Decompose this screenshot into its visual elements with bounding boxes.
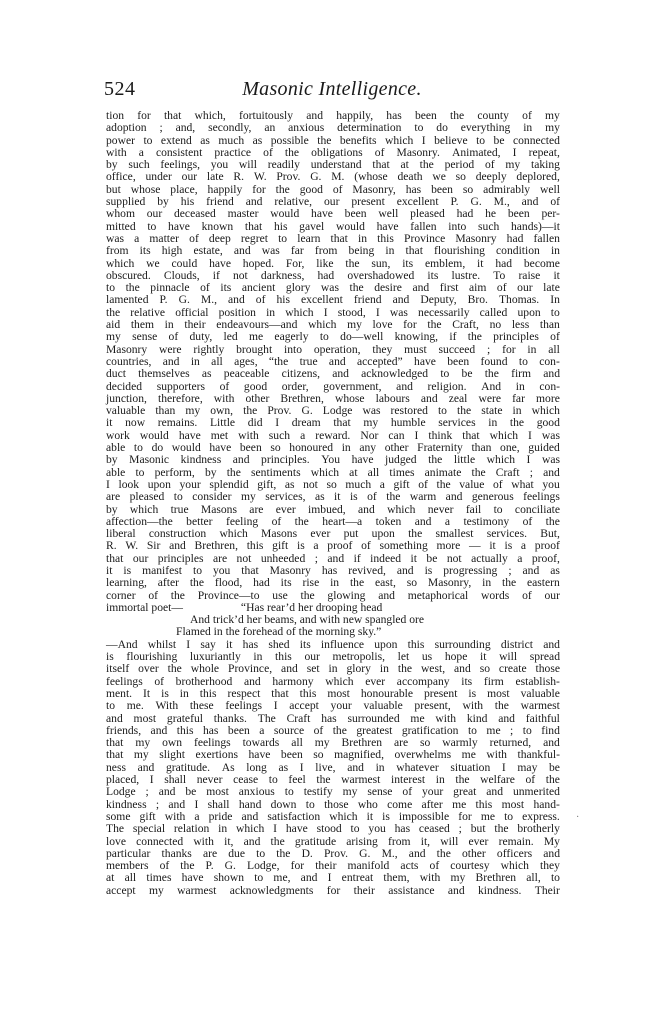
text-line: which we could have hoped. For, like the sun, its emblem, it had become [106, 256, 560, 270]
text-line: tion for that which, fortuitously and happily, has been the county of my [106, 109, 560, 122]
text-line: some gift with a pride and satisfaction which it is impossible for me to express. [106, 809, 560, 823]
text-line: junction, therefore, with other Brethren, whose labours and zeal were far more [106, 391, 560, 405]
text-line: ment. It is in this respect that this most honourable present is most valuable [106, 686, 560, 700]
text-line: able to perform, by the sentiments which at all times animate the Craft ; and [106, 465, 560, 479]
text-line: duct themselves as peaceable citizens, and acknowledged to be the firm and [106, 367, 560, 381]
text-line: that my own feelings towards all my Brethren are so warmly returned, and [106, 736, 560, 750]
text-line: whom our deceased master would have been well pleased had he been per- [106, 207, 560, 221]
text-line: valuable than my own, the Prov. G. Lodge was restored to the state in which [106, 404, 560, 418]
text-line: power to extend as much as possible the benefits which I believe to be connected [106, 133, 560, 147]
text-line: Masonry were rightly brought into operation, they must succeed ; for in all [106, 342, 560, 356]
text-line: love connected with it, and the gratitude arising from it, will ever remain. My [106, 834, 560, 848]
text-line: affection—the better feeling of the heart—a token and a testimony of the [106, 514, 560, 528]
text-line: accept my warmest acknowledgments for their assistance and kindness. Their [106, 883, 560, 897]
text-line: the relative official position in which I stood, I was necessarily called upon to [106, 305, 560, 319]
text-line: it is manifest to you that Masonry has revived, and is progressing ; and as [106, 563, 560, 577]
text-line: by which true Masons are ever imbued, and which never fail to conciliate [106, 502, 560, 516]
verse-line: And trick’d her beams, and with new spangled ore [190, 613, 425, 627]
text-line: —And whilst I say it has shed its influence upon this surrounding district and [106, 637, 560, 651]
verse-line: Flamed in the forehead of the morning sky.” [176, 625, 382, 639]
text-line: The special relation in which I have stood to you has ceased ; but the brotherly [106, 822, 560, 836]
text-line: liberal construction which Masons ever put upon the smallest services. But, [106, 527, 560, 541]
text-line: to the pinnacle of its ancient glory was the desire and first aim of our late [106, 281, 560, 295]
text-line: to me. With these feelings I accept your valuable present, with the warmest [106, 699, 560, 713]
text-line: able to do would have been so honoured in any other Fraternity than one, guided [106, 441, 560, 455]
text-line: immortal poet— “Has rear’d her drooping head [106, 600, 383, 614]
text-line: but whose place, happily for the good of Masonry, has been so admirably well [106, 182, 560, 196]
text-line: obscured. Clouds, if not darkness, had overshadowed its lustre. To raise it [106, 268, 560, 282]
text-line: members of the P. G. Lodge, for their manifold acts of courtesy which they [106, 859, 560, 873]
text-line: that my slight exertions have been so magnified, overwhelms me with thankful- [106, 748, 560, 762]
text-line: R. W. Sir and Brethren, this gift is a proof of something more — it is a proof [106, 539, 560, 553]
page-header [104, 78, 560, 106]
page-number: 524 [104, 78, 136, 100]
text-line: it now remains. Little did I dream that my humble services in the good [106, 416, 560, 430]
text-line: by Masonic kindness and principles. You have judged the little which I was [106, 453, 560, 467]
text-line: placed, I shall never cease to feel the warmest interest in the welfare of the [106, 773, 560, 787]
text-line: with a consistent practice of the obligations of Masonry. Animated, I repeat, [106, 145, 560, 159]
text-line: work would have met with such a reward. Nor can I think that which I was [106, 428, 560, 442]
text-line: by such feelings, you will readily understand that at the period of my taking [106, 158, 560, 172]
text-line: ness and gratitude. As long as I live, and in whatever situation I may be [106, 760, 560, 774]
text-line: and most grateful thanks. The Craft has surrounded me with kind and faithful [106, 711, 560, 725]
text-line: friends, and this has been a source of the greatest gratification to me ; to find [106, 723, 560, 737]
text-line: I look upon your splendid gift, as not so much a gift of the value of what you [106, 477, 560, 491]
text-line: my sense of duty, led me eagerly to do—well knowing, if the principles of [106, 330, 560, 344]
text-line: corner of the Province—to use the glowing and metaphorical words of our [106, 588, 560, 602]
body-text [106, 110, 560, 897]
text-line: Lodge ; and be most anxious to testify my sense of your great and unmerited [106, 785, 560, 799]
text-line: countries, and in all ages, “the true and accepted” have been found to con- [106, 354, 560, 368]
text-line: itself over the whole Province, and set in glory in the west, and so create those [106, 662, 560, 676]
text-line: from its high estate, and was far from being in that flourishing condition in [106, 244, 560, 258]
text-line: feelings of brotherhood and harmony which ever accompany its firm establish- [106, 674, 560, 688]
text-line: was a matter of deep regret to learn that in this Province Masonry had fallen [106, 231, 560, 245]
text-line: particular thanks are due to the D. Prov. G. M., and the other officers and [106, 846, 560, 860]
text-line: supplied by his friend and relative, our present excellent P. G. M., and of [106, 195, 560, 209]
text-line: decided supporters of good order, government, and religion. And in con- [106, 379, 560, 393]
running-title: Masonic Intelligence. [242, 78, 422, 100]
text-line: is flourishing luxuriantly in this our metropolis, let us hope it will spread [106, 650, 560, 664]
text-line: lamented P. G. M., and of his excellent friend and Deputy, Bro. Thomas. In [106, 293, 560, 307]
text-line: are pleased to consider my services, as it is of the warm and generous feelings [106, 490, 560, 504]
text-line: kindness ; and I shall hand down to those who come after me this most hand- [106, 797, 560, 811]
margin-mark: · [576, 812, 580, 823]
text-line: mitted to have known that his gavel would have fallen into such hands)—it [106, 219, 560, 233]
text-line: at all times have shown to me, and I entreat them, with my Brethren all, to [106, 871, 560, 885]
text-line: that our principles are not unheeded ; and if indeed it be not actually a proof, [106, 551, 560, 565]
text-line: learning, after the flood, had its rise in the east, so Masonry, in the eastern [106, 576, 560, 590]
text-line: office, under our late R. W. Prov. G. M. (whose death we so deeply deplored, [106, 170, 560, 184]
text-line: aid them in their endeavours—and which my love for the Craft, no less than [106, 318, 560, 332]
text-line: adoption ; and, secondly, an anxious determination to do everything in my [106, 121, 560, 135]
